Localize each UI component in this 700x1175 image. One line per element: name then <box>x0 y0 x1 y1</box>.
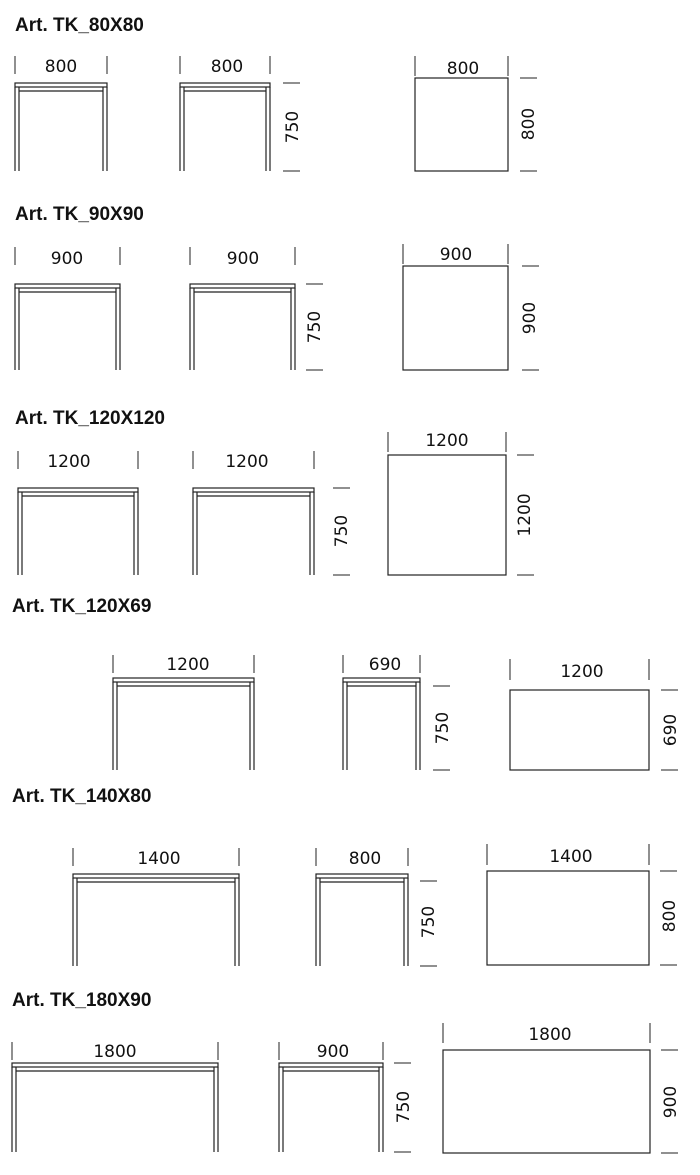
section-tk-80x80 <box>15 15 539 171</box>
section-tk-180x90 <box>12 990 681 1153</box>
article-title: Art. TK_90X90 <box>15 204 144 225</box>
top-view <box>388 431 535 575</box>
top-view <box>443 1023 681 1153</box>
front-view <box>12 1042 218 1152</box>
top-width-dimension: 1400 <box>549 847 593 867</box>
width-dimension: 1200 <box>166 655 210 675</box>
height-dimension: 750 <box>419 905 439 939</box>
side-view <box>193 451 352 575</box>
article-title: Art. TK_120X69 <box>12 596 152 617</box>
section-tk-140x80 <box>12 786 680 966</box>
top-width-dimension: 800 <box>446 59 480 79</box>
height-dimension: 750 <box>305 310 325 344</box>
depth-dimension: 1200 <box>225 452 269 472</box>
top-view <box>510 659 681 770</box>
front-view <box>73 848 239 966</box>
top-depth-dimension: 1200 <box>515 493 535 537</box>
top-width-dimension: 1200 <box>425 431 469 451</box>
side-view <box>316 848 439 966</box>
top-depth-dimension: 900 <box>661 1085 681 1119</box>
top-view <box>415 56 539 171</box>
width-dimension: 1200 <box>47 452 91 472</box>
top-depth-dimension: 800 <box>519 107 539 141</box>
depth-dimension: 900 <box>226 249 260 269</box>
front-view <box>18 451 138 575</box>
article-title: Art. TK_120X120 <box>15 408 165 429</box>
article-title: Art. TK_140X80 <box>12 786 152 807</box>
side-view <box>343 655 453 770</box>
top-view <box>487 844 680 965</box>
front-view <box>15 56 107 171</box>
height-dimension: 750 <box>283 110 303 144</box>
top-depth-dimension: 900 <box>520 301 540 335</box>
top-width-dimension: 1800 <box>528 1025 572 1045</box>
depth-dimension: 690 <box>368 655 402 675</box>
depth-dimension: 900 <box>316 1042 350 1062</box>
top-width-dimension: 900 <box>439 245 473 265</box>
side-view <box>190 247 325 370</box>
article-title: Art. TK_180X90 <box>12 990 152 1011</box>
width-dimension: 1800 <box>93 1042 137 1062</box>
section-tk-120x120 <box>15 408 535 575</box>
top-view <box>403 244 540 370</box>
depth-dimension: 800 <box>348 849 382 869</box>
height-dimension: 750 <box>332 514 352 548</box>
width-dimension: 1400 <box>137 849 181 869</box>
side-view <box>180 56 303 171</box>
width-dimension: 800 <box>44 57 78 77</box>
top-depth-dimension: 690 <box>661 713 681 747</box>
height-dimension: 750 <box>433 711 453 745</box>
section-tk-120x69 <box>12 596 681 770</box>
top-depth-dimension: 800 <box>660 899 680 933</box>
height-dimension: 750 <box>394 1090 414 1124</box>
side-view <box>279 1042 414 1152</box>
depth-dimension: 800 <box>210 57 244 77</box>
top-width-dimension: 1200 <box>560 662 604 682</box>
section-tk-90x90 <box>15 204 540 370</box>
front-view <box>15 247 120 370</box>
article-title: Art. TK_80X80 <box>15 15 144 36</box>
width-dimension: 900 <box>50 249 84 269</box>
front-view <box>113 655 254 770</box>
